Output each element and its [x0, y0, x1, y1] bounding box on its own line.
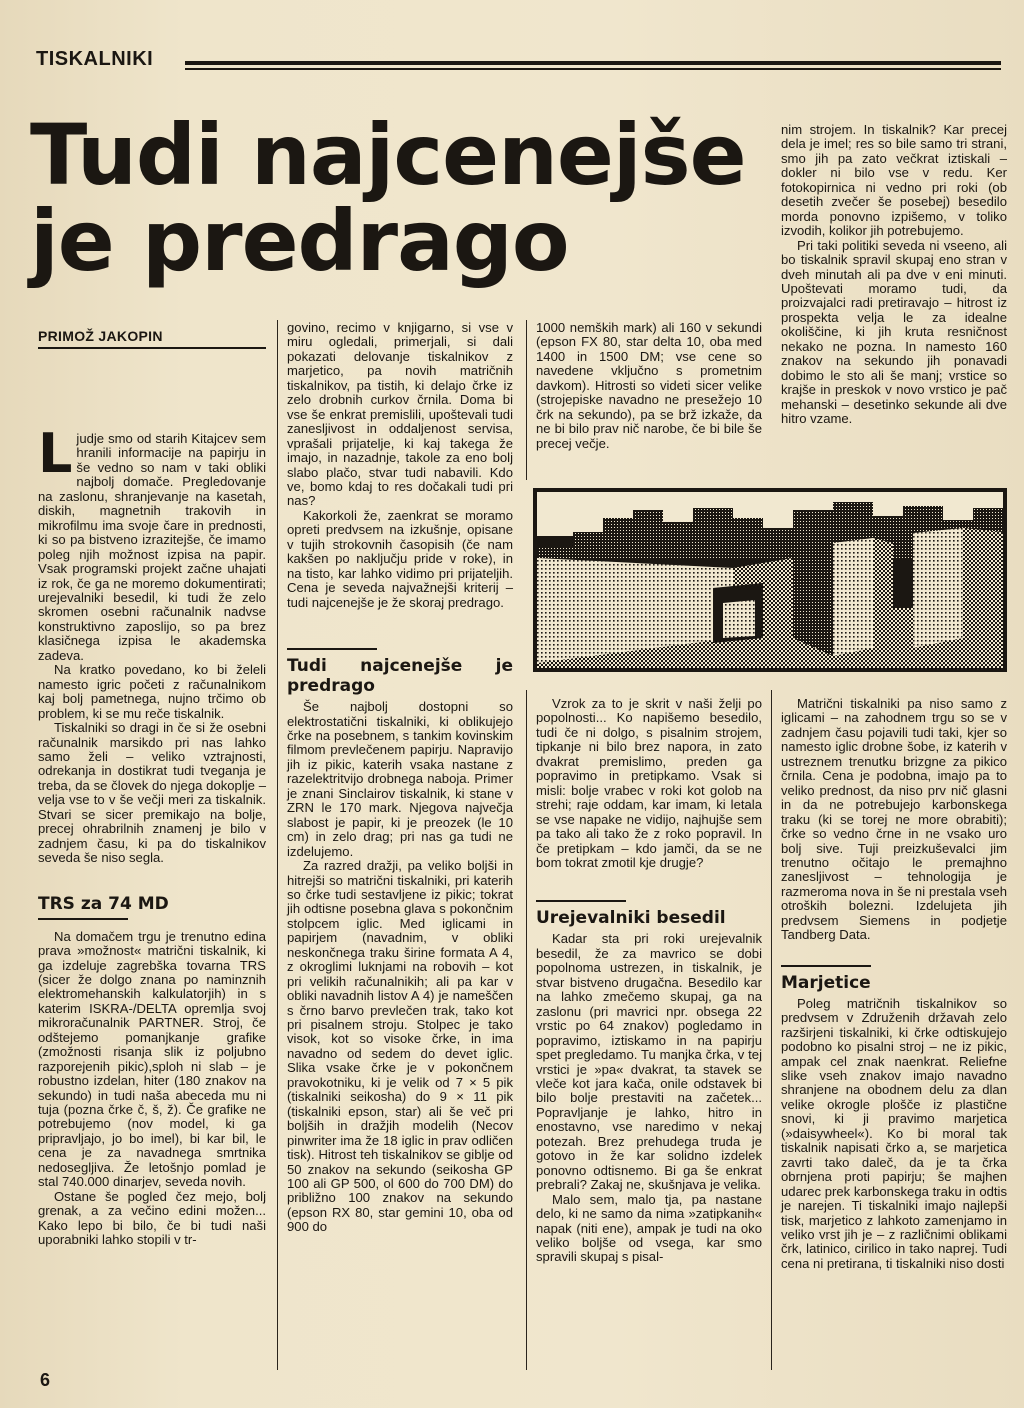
- column-1: [38, 422, 266, 1248]
- column-divider: [277, 320, 278, 1370]
- paragraph: Tiskalniki so dragi in če si že osebni računalnik marsikdo pri nas lahko samo želi – veliko vztrajnosti, odrekanja in dostikrat tudi tveganja je treba, da se človek do njega dokoplje – velja vse to v še večji meri za tiskalnik. Stvari se sicer premikajo na bolje, precej ohrabrilnih znamenj je bilo v zadnjem času, ki pa do tiskalnikov seveda še niso segla.: [38, 720, 266, 866]
- title-line-1: Tudi najcenejše: [30, 106, 746, 204]
- column-2: [287, 321, 513, 1235]
- subheading-rule: [287, 648, 377, 650]
- paragraph: Na kratko povedano, ko bi želeli namesto igric početi z računalnikom kaj bolj pametnega, nujno trčimo ob problem, ki se mu reče tiskalnik.: [38, 662, 266, 721]
- column-4: [781, 123, 1007, 427]
- paragraph: Malo sem, malo tja, pa nastane delo, ki ne samo da nima »zatipkanih« napak (niti ene), ampak je tudi na oko veliko boljše od vsega, kar smo spravili skupaj s pisal-: [536, 1191, 762, 1265]
- paragraph: Za razred dražji, pa veliko boljši in hitrejši so matrični tiskalniki, pri katerih so črke tudi sestavljene iz pikic; tokrat jih odtisne posebna glava s pokončnim stolpcem iglic. Med iglicami in papirjem (navadnim, v obliki neskončnega traku širine formata A 4, z okroglimi luknjami na robovih – kot pri velikih računalnikih; ali pa kar v obliki navadnih listov A 4) je nameščen s črno barvo prevlečen trak, tako kot pri pisalnem stroju. Stolpec je tako visok, kot so visoke črke, in ima navadno od sedem do devet iglic. Slika vsake črke je v pokončnem pravokotniku, ki je velik od 7 × 5 pik (tiskalniki seikosha) do 9 × 11 pik (tiskalniki epson, star) ali še več pri boljših in dražjih modelih (Necov pinwriter ima že 18 iglic in prav odličen tisk). Hitrost teh tiskalnikov se giblje od 50 znakov na sekundo (seikosha GP 100 ali GP 500, ol 600 do 700 DM) do približno 100 znakov na sekundo (epson RX 80, star gemini 10, oba od 900 do: [287, 858, 513, 1235]
- column-divider: [526, 690, 527, 1370]
- paragraph: Matrični tiskalniki pa niso samo z iglicami – na zahodnem trgu so se v zadnjem času pojavili tudi taki, kjer so namesto iglic drobne šobe, iz katerih v ustreznem trenutku brizgne za pikico črnila. Cena je podobna, imajo pa to veliko prednost, da niso prv nič glasni in da ne potrebujejo karbonskega traku (ki se torej ne more obrabiti); črke so vedno črne in ne vsako uro bolj sive. Tuji preizkuševalci jim trenutno očitajo le premajhno zanesljivost – tehnologija je razmeroma nova in še ni prestala vseh otroških bolezni. Izdelujeta jih predvsem Siemens in podjetje Tandberg Data.: [781, 696, 1007, 943]
- paragraph: Kadar sta pri roki urejevalnik besedil, že za mavrico se dobi popolnoma ustrezen, in tiskalnik, je stvar bistveno drugačna. Besedilo kar na lahko zmečemo skupaj, ga na zaslonu (pri mavrici npr. obsega 22 vrstic po 64 znakov) pogledamo in popravimo, iztiskamo in na papirju spet pregledamo. Tu manjka črka, v tej vrstici je »pa« dvakrat, ta stavek se vleče kot jara kača, onile odstavek bi bilo bolje prestaviti na začetek... Popravljanje je lahko, hitro in enostavno, vse naredimo v nekaj potezah. Brez prehudega truda je gotovo in že kar solidno izdelek ponovno odtisnemo. Bi ga še enkrat prebrali? Zakaj ne, skušnjava je velika.: [536, 931, 762, 1193]
- column-3: [536, 321, 762, 451]
- title-line-2: je predrago: [30, 192, 569, 290]
- paragraph: Ostane še pogled čez mejo, bolj grenak, a za večino edini možen... Kako lepo bi bilo, če bi tudi naši uporabniki lahko stopili v tr-: [38, 1188, 266, 1248]
- drop-cap: L: [38, 422, 73, 485]
- paragraph: Kakorkoli že, zaenkrat se moramo opreti predvsem na izkušnje, opisane v tujih strokovnih časopisih (če nam kakšen po naključju pride v roke), in na tisto, kar lahko vidimo pri prijateljih. Cena je seveda najvažnejši kriterij – tudi najcenejše je že skoraj predrago.: [287, 507, 513, 610]
- subheading: Marjetice: [781, 972, 871, 993]
- column-3-lower: [536, 697, 762, 1265]
- printer-graphic-illustration: [533, 488, 1007, 672]
- section-rule: [185, 61, 1001, 65]
- column-divider: [526, 320, 527, 480]
- column-divider: [771, 690, 772, 1370]
- paragraph: [38, 422, 266, 663]
- author-byline: PRIMOŽ JAKOPIN: [38, 328, 163, 344]
- page-number: 6: [40, 1370, 51, 1390]
- subheading: TRS za 74 MD: [38, 893, 169, 914]
- subheading: Urejevalniki besedil: [536, 908, 726, 929]
- subheading: Tudi najcenejše je predrago: [287, 656, 513, 697]
- section-rule-thin: [185, 68, 1001, 70]
- author-rule: [38, 347, 266, 349]
- section-header: TISKALNIKI: [36, 48, 154, 70]
- paragraph: Vzrok za to je skrit v naši želji po popolnosti... Ko napišemo besedilo, tudi če ni dolgo, s pisalnim strojem, tipkanje ni bilo brez napora, in zato dvakrat premislimo, preden ga popravimo in pretipkamo. Vsak si misli: bolje vrabec v roki kot golob na strehi; raje oddam, kar imam, ki letala se vse napake ne vidijo, najhujše sem pa tako ali tako že z roko popravil. In če pretipkam – kdo jamči, da se ne bom tokrat zmotil kje drugje?: [536, 696, 762, 870]
- paragraph: Na domačem trgu je trenutno edina prava »možnost« matrični tiskalnik, ki ga izdeluje zagrebška tovarna TRS (sicer že dolgo znana po naminznih elektromehanskih kalkulatorjih) in s katerim ISKRA-/DELTA opremlja svoj mikroračunalnik PARTNER. Stroj, če odštejemo pomanjkanje grafike (zmožnosti risanja slik iz poljubno razporejenih pikic),sploh ni slab – je robustno izdelan, hiter (180 znakov na sekundo) in tudi naša abeceda mu ni tuja (pozna črke č, š, ž). Če grafike ne potrebujemo (nov model, ki ga pripravljajo, jo bo imel), bi kar bil, le cena je za navadnega smrtnika nedosegljiva. Že letošnjo pomlad je stal 740.000 dinarjev, seveda novih.: [38, 928, 266, 1190]
- column-4-lower: [781, 697, 1007, 1271]
- paragraph: 1000 nemških mark) ali 160 v sekundi (epson FX 80, star delta 10, oba med 1400 in 1500 DM; vse cene so navedene vključno s prometnim davkom). Hitrosti so videti sicer velike (strojepiske navadno ne presežejo 10 črk na sekundo), pa se brž izkaže, da ne bi bilo prav nič narobe, če bi bile še precej večje.: [536, 320, 762, 451]
- paragraph: Poleg matričnih tiskalnikov so predvsem v Združenih državah zelo razširjeni tiskalniki, ki črke odtiskujejo podobno ko pisalni stroj – ne iz pikic, ampak cel znak naenkrat. Reliefne slike vseh znakov imajo navadno shranjene na obodnem delu za dlan velike okrogle plošče iz plastične snovi, ki ji pravimo marjetica (»daisywheel«). Ko bi moral tak tiskalnik napisati črko a, se marjetica zavrti tako daleč, da je ta črka obrnjena proti papirju; še majhen udarec prek karbonskega traku in odtis je narejen. Ti tiskalniki imajo najlepši tisk, marjetico z lahkoto zamenjamo in veliko vrst jih je – z različnimi oblikami črk, latinico, cirilico in tako naprej. Tudi cena ni pretirana, ti tiskalniki niso dosti: [781, 995, 1007, 1271]
- paragraph: govino, recimo v knjigarno, si vse v miru ogledali, primerjali, si dali pokazati delovanje tiskalnikov z marjetico, pa novih matričnih tiskalnikov, pa tistih, ki delajo črke iz zelo drobnih curkov črnila. Doma bi vse še enkrat premislili, upoštevali tudi zanesljivost in oddaljenost servisa, vprašali prijatelje, ki kaj takega že imajo, in nazadnje, takole za eno bolj slabo plačo, stvar tudi nabavili. Kdo ve, bomo kdaj to res dočakali tudi pri nas?: [287, 320, 513, 509]
- paragraph: Še najbolj dostopni so elektrostatični tiskalniki, ki oblikujejo črke na posebnem, s tankim kovinskim filmom prevlečenem papirju. Napravijo jih iz pikic, katerih vsaka nastane z razelektritvijo drobnega naboja. Primer je znani Sinclairov tiskalnik, ki stane v ZRN le 170 mark. Njegova največja slabost je papir, ki je preozek (le 10 cm) in zelo drag; pri nas ga tudi ne izdelujemo.: [287, 699, 513, 859]
- paragraph-text: judje smo od starih Kitajcev sem hranili informacije na papirju in še vedno so nam v taki obliki najbolj domače. Pregledovanje na zaslonu, shranjevanje na kasetah, diskih, magnetnih trakovih in mikrofilmu ima svoje čare in prednosti, ki so pa bistveno izrazitejše, če imamo poleg njih možnost izpisa na papir. Vsak programski projekt začne uhajati iz rok, če ga ne moremo dokumentirati; urejevalniki besedil, ki tudi že zelo skromen osebni računalnik nadvse konstruktivno zaposlijo, so pa brez klasičnega izpisa le akademska zadeva.: [38, 431, 266, 663]
- subheading-rule: [781, 965, 871, 967]
- article-title: [30, 106, 770, 290]
- paragraph: Pri taki politiki seveda ni vseeno, ali bo tiskalnik spravil skupaj eno stran v dveh minutah ali pa dve v eni minuti. Upoštevati moramo tudi, da proizvajalci radi pretiravajo – hitrost iz prospekta velja le za idealne okoliščine, ki jih kruta resničnost nekako ne pozna. In namesto 160 znakov na sekundo jih ponavadi dobimo le sto ali še manj; vrstice so krajše in preskok v novo vrstico je pač mehanski – desetinko sekunde ali dve hitro vzame.: [781, 237, 1007, 427]
- subheading-rule: [38, 918, 128, 920]
- paragraph: nim strojem. In tiskalnik? Kar precej dela je imel; res so bile samo tri strani, smo jih pa zato večkrat iztiskali – dokler ni bilo vse v redu. Ker fotokopirnica ni vedno pri roki (ob desetih zvečer še posebej) besedilo morda ponovno izpišemo, v toliko izvodih, kolikor jih potrebujemo.: [781, 122, 1007, 239]
- subheading-rule: [536, 900, 626, 902]
